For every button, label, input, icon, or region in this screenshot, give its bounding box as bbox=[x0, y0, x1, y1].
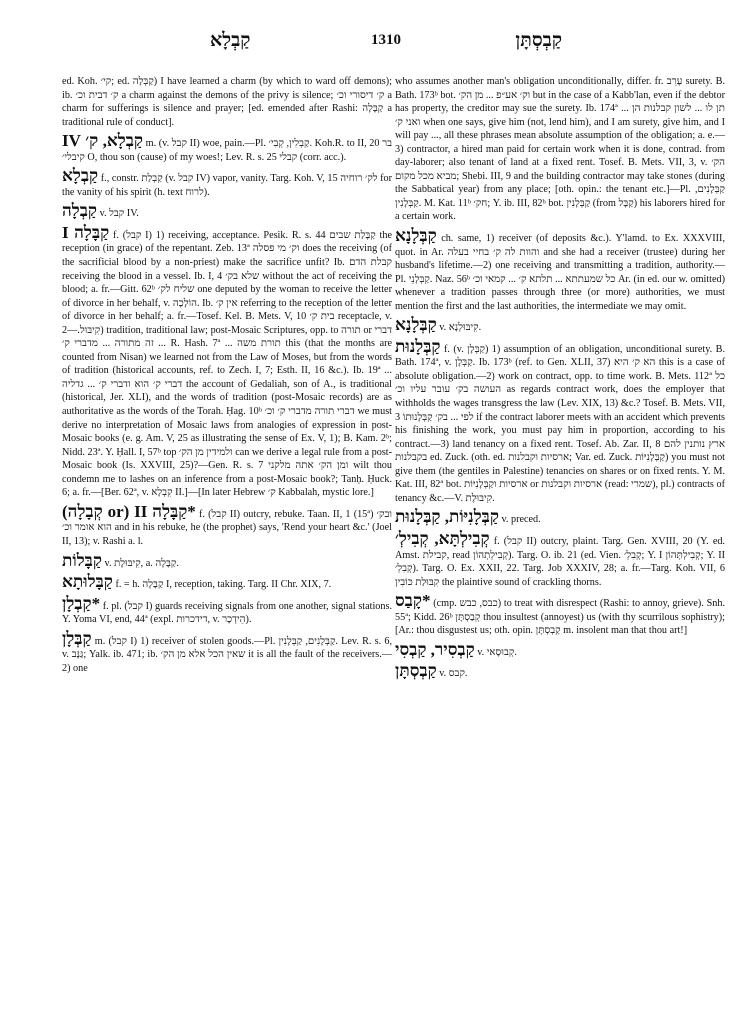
dictionary-entry bbox=[395, 338, 725, 506]
entry-text: f. (קבל II) outcry, rebuke. Taan. II, 1 (15ª) ובק׳ הוא אומר וכ׳ and in his rebuke, he (the prophet) says, 'Rend your heart &c.' (Joel II, 13); v. Rashi a. l. bbox=[62, 508, 392, 547]
dictionary-entry bbox=[62, 132, 392, 164]
entry-headword: קַבְּלָן bbox=[62, 628, 92, 648]
entry-text: who assumes another man's obligation unconditionally, differ. fr. עָרֵב surety. B. Bath. 173ᵇ bot. וק׳ אע״פ ... מן הק׳ but in the case of a Kabb'lan, even if the debtor has property, the creditor may sue the surety. Ib. 174ª תן לו ... לשון קבלנות הן ... ואני ק׳ when one says, give him (not, lend him), and I am surety, give him, and I will pay ..., all these phrases mean absolute assumption of the obligation; a. e.—3) contractor, a hired man paid for certain work when it is done, contrad. from day-laborer; also tenant of land at a fixed rent. Tosef. B. Mets. VII, 3, v. הק׳ מביא מכל מקום; Shebi. III, 9 and the building contractor may take stones (during the Sabbatical year) from any place; [oth. opin.: the tenant etc.]—Pl. קַבְּלָנִים, קַבְּלָנִין. M. Kat. 11ᵇ חק׳; Y. ib. III, 82ᵇ bot. קַבְּלָנִין (from קַבָּל) his laborers hired for a certain work. bbox=[395, 76, 725, 223]
entry-headword: קַבָּלוֹת bbox=[62, 550, 102, 570]
entry-text: f. pl. (קבל I) guards receiving signals from one another, signal stations. Y. Yoma VI, end, 44ª (expl. דידכרות, v. הֵידְכָר). bbox=[62, 600, 392, 626]
entry-headword: קַבְסִיר, קַבְסִי bbox=[395, 639, 475, 659]
entry-headword: *קָבַס bbox=[395, 591, 431, 611]
dictionary-entry bbox=[395, 316, 725, 335]
entry-headword: קְבִילְתָּא, קְבִילְ׳ bbox=[395, 528, 490, 548]
header-right-word: קַבְסְתָּן bbox=[515, 30, 562, 51]
entry-text: v. קְבוּסָאי. bbox=[477, 646, 517, 658]
entry-text: v. קִיבּוּלְנָא. bbox=[439, 322, 482, 334]
entry-text: v. קִיבּוּלֶת, a. קַבָּלָה. bbox=[104, 557, 179, 569]
entry-headword: קַבְּלָנוּת bbox=[395, 336, 441, 356]
dictionary-entry bbox=[62, 167, 392, 199]
entry-text: f., constr. קַבְלַת (v. קבל IV) vapor, vanity. Targ. Koh. V, 15 לק׳ רוחיה for the vanity of his spirit (h. text לרוח). bbox=[62, 173, 393, 198]
entry-headword: קַבָּלָה I bbox=[62, 222, 110, 242]
dictionary-entry bbox=[395, 592, 725, 638]
dictionary-entry bbox=[395, 662, 725, 681]
entry-text: (cmp. כבס, כבש) to treat with disrespect (Rashi: to annoy, grieve). Snh. 55ª; Kidd. 26ᵇ קְבַסְתָּן thou insultest (annoyest) us (with thy scurrilous sophistry); [Ar.: thou disgustest us; oth. opin. קַבְסְתָּן m. insolent man that thou art!] bbox=[395, 598, 726, 637]
header-left-word: קַבְלָא bbox=[210, 30, 251, 51]
left-column bbox=[62, 75, 392, 678]
entry-text: v. קבל IV. bbox=[99, 208, 139, 220]
dictionary-entry bbox=[62, 573, 392, 592]
entry-text: ch. same, 1) receiver (of deposits &c.). Y'lamd. to Ex. XXXVIII, quot. in Ar. והוות לה ק׳ בחיי בעלה and she had a receiver (trustee) during her husband's lifetime.—2) one receiving and transmitting a tradition, authority.—Pl. קַבְּלָנֵי. Naz. 56ᵇ כל שמעתתא ... תלתא ק׳ ... קמאי וכ׳ Ar. (in ed. our w. omitted) whenever a tradition passes through three (or more) authorities, we must mention the first and the last authorities, the intermediate we may omit. bbox=[395, 233, 726, 312]
entry-text: f. = h. קַבָּלָה I, reception, taking. Targ. II Chr. XIX, 7. bbox=[115, 579, 332, 591]
entry-headword: קַבְּלָנָא bbox=[395, 315, 437, 335]
entry-headword: קַבְּלָנִיּוֹת, קַבְּלָנוּת bbox=[395, 507, 499, 527]
dictionary-entry bbox=[395, 75, 725, 224]
entry-text: f. (קבל II) outcry, plaint. Targ. Gen. XVIII, 20 (Y. ed. Amst. קבילת, read קְבִילְתְהוֹן). Targ. O. ib. 21 (ed. Vien. קְבִלְ׳; Y. I קְבִילְתְּהוֹן; Y. II קְבִלְ׳). Targ. O. Ex. XXII, 22. Targ. Job XXXIV, 28; a. fr.—Targ. Koh. VII, 6 קִבּוּלַת כּוֹבִין the plaintive sound of crackling thorns. bbox=[395, 535, 726, 588]
entry-text: f. (v. קַבְּלָן) 1) assumption of an obligation, unconditional surety. B. Bath. 174ª, v. קַבְּלָן. Ib. 173ᵇ (ref. to Gen. XLII, 37) הא ק׳ היא this is a case of absolute obligation.—2) work on contract, opp. to time work. B. Mets. 112ª כל העושה בק׳ עובר עליו וכ׳ as regards contract work, does the employer that withholds the wages transgress the law (Lev. XIX, 13) &c.? Tosef. B. Mets. VII, 3 לפי ... בק׳ קַבְּלָנוּתוֹ if the contract laborer meets with an accident which prevents his finishing the work, you must pay him in proportion, according to his contract.—3) land tenancy on a fixed rent. Tosef. Ab. Zar. II, 8 ארץ נותנין להם בקבלנות ed. Zuck. (oth. ed. ארסיות וקבלנות; Var. ed. Zuck. קַבְּלָנִיּוֹת) you must not give them (the gentiles in Palestine) tenancies on shares or on fixed rents. Y. M. Kat. III, 82ª bot. ארסיות וקַבְּלָנִיּוֹת or ארסיות וקבלנות (read: שמרי), pl.) contracts of tenancy &c.—V. קִיבּוּלֶת. bbox=[395, 343, 726, 504]
right-column bbox=[395, 75, 725, 684]
entry-text: m. (v. קבל II) woe, pain.—Pl. קַבְלִין, קְבִי׳. Koh.R. to II, 20 בר קיבלי׳ O, thou son (cause) of my woes!; Lev. R. s. 25 קבלי (corr. acc.). bbox=[62, 138, 393, 163]
entry-text: v. preced. bbox=[501, 514, 541, 526]
dictionary-entry bbox=[395, 227, 725, 313]
entry-text: ed. Koh. קי׳; ed. קַבְּלָה) I have learned a charm (by which to ward off demons); ib. ק׳ דבית וכ׳ a charm against the demons of the privy is silence; ק׳ דיסורי וכ׳ a charm for sufferings is silence and prayer; [ed. emended after Rashi: קַבָּלָה a traditional rule of conduct]. bbox=[62, 76, 392, 128]
entry-headword: קַבְסְתָּן bbox=[395, 661, 437, 681]
entry-headword: קַבְלָה bbox=[62, 201, 98, 221]
page-header bbox=[60, 30, 712, 58]
entry-headword: קַבְלָא bbox=[62, 166, 99, 186]
dictionary-entry bbox=[395, 530, 725, 589]
dictionary-entry bbox=[395, 641, 725, 660]
dictionary-entry bbox=[62, 503, 392, 549]
dictionary-entry bbox=[62, 202, 392, 221]
dictionary-entry bbox=[62, 595, 392, 627]
entry-headword: קַבְלָא, ק׳ IV bbox=[62, 131, 144, 151]
dictionary-entry bbox=[62, 630, 392, 676]
entry-headword: קַבְּלָנָא bbox=[395, 226, 437, 246]
entry-text: f. (קבל I) 1) receiving, acceptance. Pesik. R. s. 44 קַבָּלַת שבים the reception (in grace) of the repentant. Zeb. 13ª וק׳ מי פסלה does the receiving (of the sacrificial blood by a non-priest) make the sacrifice unfit? Ib. קבלת הדם receiving the blood in a vessel. Ib. I, 4 שלא בק׳ without the act of receiving the blood; a. fr.—Gitt. 62ᵇ שליח לק׳ one deputed by the woman to receive the letter of divorce in her behalf, v. הוֹלָכָה. Ib. אין ק׳ referring to the reception of the letter of divorce in her behalf; a. fr.—Tosef. Kel. B. Mets. V, 10 בית ק׳ receptacle, v. קִיבּוּל.—2) tradition, traditional law; post-Mosaic Scriptures, opp. to תורה or דברי זה מתורה ... מדברי ק׳ ... R. Hash. 7ª ... תורת משה this (that the months are counted from Nisan) we learned not from the Law of Moses, but from the words of tradition (historical accounts, ref. to Zech. I, 7; Esth. II, 16 &c.). Ib. 19ª ... דברי ק׳ הוא ודברי ק׳ ... גדליה the account of Gedaliah, son of A., is traditional (historical, Jer. XLI), and the words of tradition (post-Mosaic records) are as authoritative as the words of the Torah. Ḥag. 10ᵇ דברי תורה מדברי ק׳ וכ׳ we must derive no interpretation of Mosaic laws from analogies of expression in post-Mosaic books (e. g. Am. V, 25 as illustrating the sense of Ex. V, 1); B. Kam. 2ᵇ; Nidd. 23ª. Y. Ḥall. I, 57ᵇ top ולמידין מן הק׳ can we derive a legal rule from a post-Mosaic book (Is. XXVIII, 25)?—Gen. R. s. 7 ומן הק׳ אתה מלקני wilt thou condemn me to lashes on an inference from a post-Mosaic book?; Tanḥ. Ḥuck. 6; a. fr.—[Ber. 62ª, v. קִבְלָא II.]—[In later Hebrew ק׳ Kabbalah, mystic lore.] bbox=[62, 229, 393, 499]
dictionary-entry bbox=[62, 224, 392, 500]
dictionary-entry bbox=[62, 75, 392, 129]
page-number: 1310 bbox=[371, 32, 401, 48]
entry-headword: *קַבָּלָה II (or קְבָלָה) bbox=[62, 501, 196, 521]
dictionary-entry bbox=[62, 552, 392, 571]
dictionary-entry bbox=[395, 508, 725, 527]
entry-text: m. (קבל I) 1) receiver of stolen goods.—Pl. קַבְּלָנִים, קַבְּלָנִין. Lev. R. s. 6, v. גַּנָּב; Yalk. ib. 471; ib. שאין הכל אלא מן הק׳ it is all the fault of the receivers.—2) one bbox=[62, 635, 392, 674]
entry-headword: קַבָּלוּתָא bbox=[62, 572, 113, 592]
entry-headword: *קַבְלָן bbox=[62, 593, 101, 613]
entry-text: v. קבס. bbox=[439, 668, 468, 680]
